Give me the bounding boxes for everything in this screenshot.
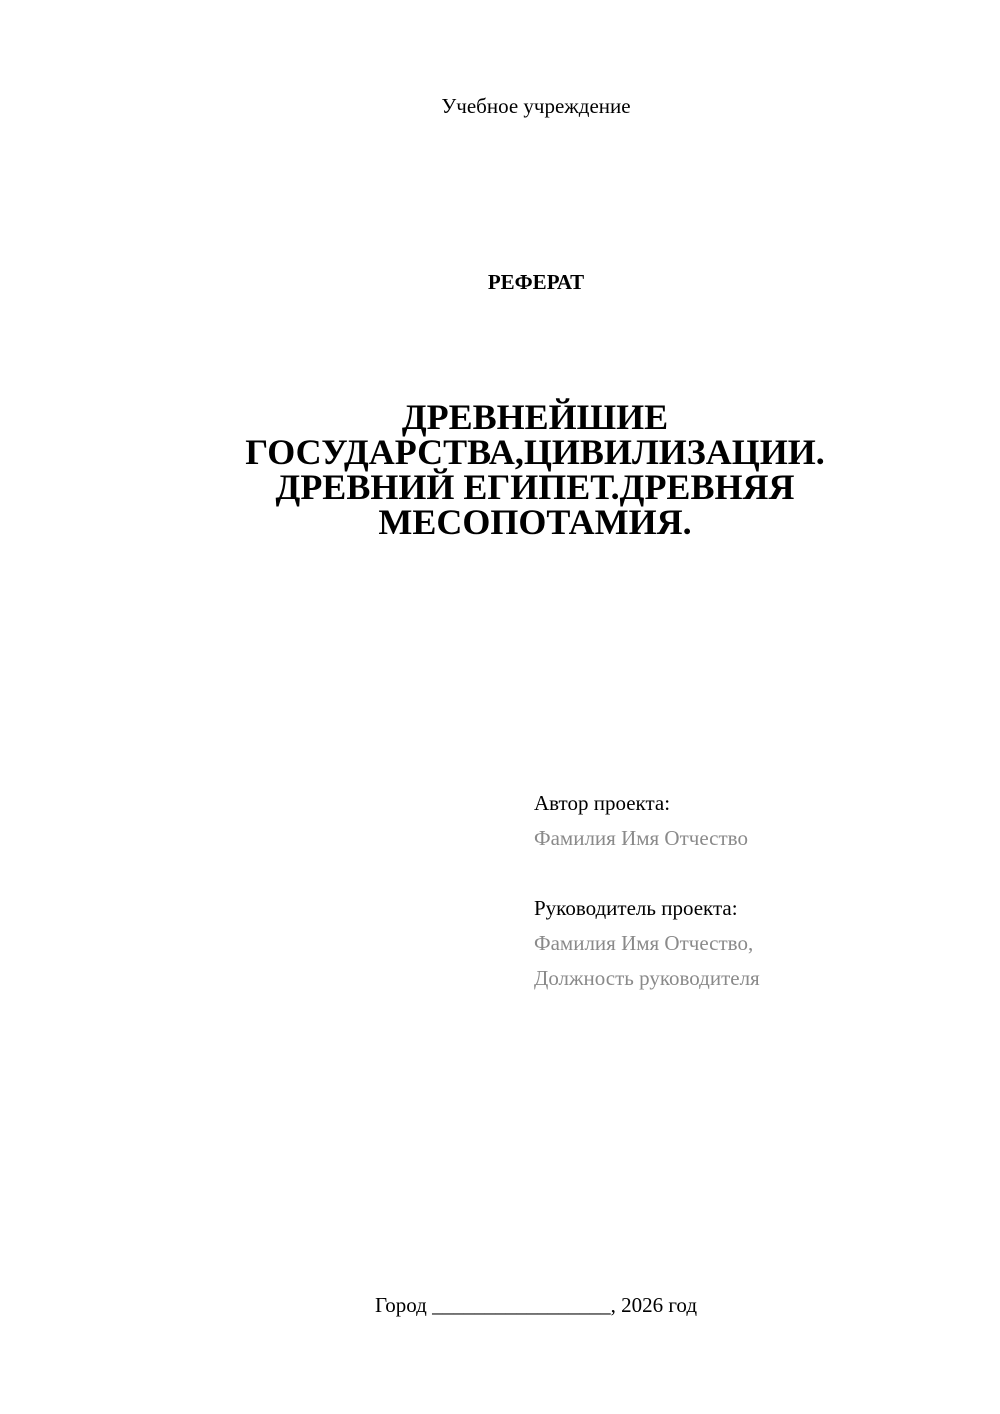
author-label: Автор проекта: bbox=[534, 791, 671, 815]
supervisor-position: Должность руководителя bbox=[534, 966, 760, 990]
author-name: Фамилия Имя Отчество bbox=[534, 826, 748, 850]
supervisor-block bbox=[534, 891, 954, 996]
supervisor-label: Руководитель проекта: bbox=[534, 896, 738, 920]
title-line: ДРЕВНИЙ ЕГИПЕТ.ДРЕВНЯЯ bbox=[275, 467, 795, 507]
title-line: ГОСУДАРСТВА,ЦИВИЛИЗАЦИИ. bbox=[245, 432, 825, 472]
city-year-line: Город _________________, 2026 год bbox=[374, 1293, 698, 1317]
author-block bbox=[534, 786, 954, 856]
supervisor-name: Фамилия Имя Отчество, bbox=[534, 931, 754, 955]
document-type: РЕФЕРАТ bbox=[487, 270, 585, 294]
institution-name: Учебное учреждение bbox=[441, 94, 631, 118]
document-title bbox=[190, 397, 880, 542]
title-line: ДРЕВНЕЙШИЕ bbox=[401, 397, 669, 437]
title-line: МЕСОПОТАМИЯ. bbox=[378, 502, 692, 542]
